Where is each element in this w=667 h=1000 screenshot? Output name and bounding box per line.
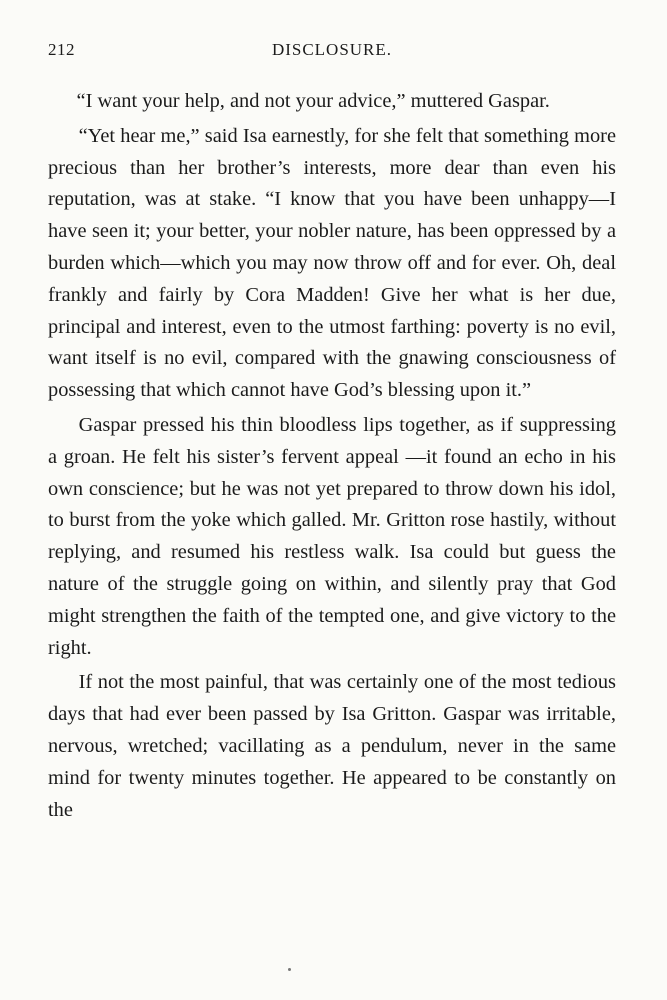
running-title: DISCLOSURE. — [271, 40, 393, 59]
paragraph-2: “Yet hear me,” said Isa earnestly, for she felt that something more precious than her brother’s interests, more dear than even his reputation, was at stake. “I know that you have been unhappy—I have seen it; your better, your nobler nature, has been oppressed by a burden which—which you may now throw off and for ever. Oh, deal frankly and fairly by Cora Madden! Give her what is her due, principal and interest, even to the utmost farthing: poverty is no evil, want itself is no evil, compared with the gnawing consciousness of possessing that which cannot have God’s blessing upon it.” — [48, 124, 616, 402]
paragraph-4: If not the most painful, that was certainly one of the most tedious days that had ever been passed by Isa Gritton. Gaspar was irritable, nervous, wretched; vacillating as a pendulum, never in the same mind for twenty minutes together. He appeared to be constantly on the — [48, 671, 616, 821]
body-text — [48, 86, 616, 826]
paragraph-1: “I want your help, and not your advice,” muttered Gaspar. — [76, 90, 550, 112]
running-head — [48, 40, 616, 68]
print-speck — [288, 968, 291, 971]
page-number: 212 — [48, 40, 75, 59]
paragraph-3: Gaspar pressed his thin bloodless lips together, as if suppressing a groan. He felt his sister’s fervent appeal —it found an echo in his own conscience; but he was not yet prepared to throw down his idol, to burst from the yoke which galled. Mr. Gritton rose hastily, without replying, and resumed his restless walk. Isa could but guess the nature of the struggle going on within, and silently pray that God might strengthen the faith of the tempted one, and give victory to the right. — [48, 413, 616, 659]
